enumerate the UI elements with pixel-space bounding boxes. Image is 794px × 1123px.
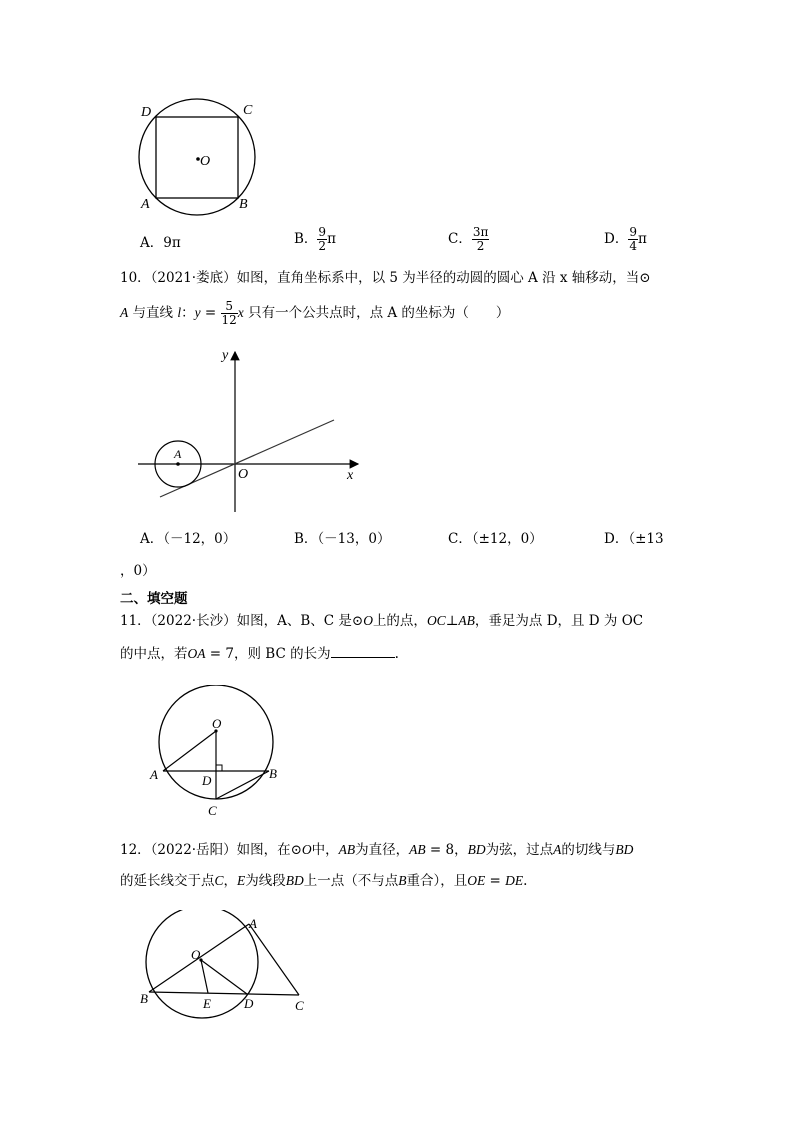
label-b: B	[140, 991, 148, 1006]
q11-line1: 11．（2022·长沙）如图，A、B、C 是⊙O上的点，OC⊥AB，垂足为点 D，且 D 为 OC	[120, 613, 644, 629]
segment-bc	[149, 992, 299, 995]
section-title: 二、填空题	[120, 591, 188, 607]
label-d: D	[244, 996, 254, 1011]
option-tail: π	[327, 231, 336, 247]
q9-option-a[interactable]	[140, 233, 181, 253]
q10-line2: A 与直线 l：y = $\frac{5}{12}$ x 只有一个公共点时，点 A 的坐标为（ ）	[120, 299, 510, 327]
q10-line1: 10．（2021·娄底）如图，直角坐标系中，以 5 为半径的动圆的圆心 A 沿 x 轴移动，当⊙	[120, 270, 651, 286]
q10-option-b[interactable]: B．（－13，0）	[294, 531, 391, 547]
label-y: y	[222, 348, 229, 363]
figure-q10	[130, 340, 370, 520]
label-a: A	[249, 916, 257, 931]
option-label: A．	[140, 235, 164, 251]
fraction: $\frac{3\pi}{2}$	[472, 225, 489, 253]
segment-oa	[163, 731, 216, 771]
point-a	[176, 462, 180, 466]
option-value: 9π	[163, 235, 181, 251]
answer-blank[interactable]	[331, 643, 395, 658]
right-angle-mark	[216, 765, 222, 771]
label-d: D	[141, 105, 152, 120]
fraction: $\frac{5}{12}$	[221, 299, 237, 327]
label-c: C	[208, 803, 217, 818]
q10-option-a[interactable]: A．（－12，0）	[140, 531, 237, 547]
figure-q11	[145, 685, 290, 820]
label-a: A	[174, 447, 182, 461]
label-d: D	[202, 773, 212, 788]
q9-option-b[interactable]	[294, 226, 336, 253]
segment-ac	[249, 924, 299, 995]
label-o: O	[200, 154, 211, 169]
option-label: D．	[604, 231, 629, 247]
fraction: $\frac{9}{2}$	[318, 225, 327, 253]
figure-q9	[130, 95, 270, 220]
label-o: O	[238, 467, 249, 482]
label-x: x	[347, 468, 354, 483]
option-tail: π	[637, 231, 647, 247]
label-o: O	[212, 716, 222, 731]
label-c: C	[243, 103, 253, 118]
label-e: E	[203, 996, 211, 1011]
fraction: $\frac{9}{4}$	[629, 225, 637, 253]
option-label: B．	[294, 231, 318, 247]
q9-option-c[interactable]	[448, 226, 489, 253]
option-label: C．	[448, 231, 472, 247]
label-c: C	[295, 998, 304, 1013]
label-b: B	[239, 197, 248, 212]
q10-option-d[interactable]: D．（±13	[604, 531, 664, 547]
q12-line2: 的延长线交于点C，E为线段BD上一点（不与点B重合），且OE = DE.	[120, 873, 528, 889]
segment-bc	[216, 771, 269, 799]
q12-line1: 12．（2022·岳阳）如图，在⊙O中，AB为直径，AB = 8，BD为弦，过点A的切线与BD	[120, 842, 634, 858]
label-a: A	[141, 197, 150, 212]
label-o: O	[191, 947, 201, 962]
label-a: A	[150, 767, 158, 782]
square-abcd	[156, 117, 238, 198]
q10-option-c[interactable]: C．（±12，0）	[448, 531, 543, 547]
figure-q12	[135, 910, 320, 1020]
q9-option-d[interactable]	[604, 226, 647, 253]
segment-od	[201, 960, 247, 994]
q11-line2: 的中点，若OA = 7，则 BC 的长为 .	[120, 643, 399, 664]
label-b: B	[269, 766, 277, 781]
q10-option-d-cont: ，0）	[120, 563, 156, 579]
